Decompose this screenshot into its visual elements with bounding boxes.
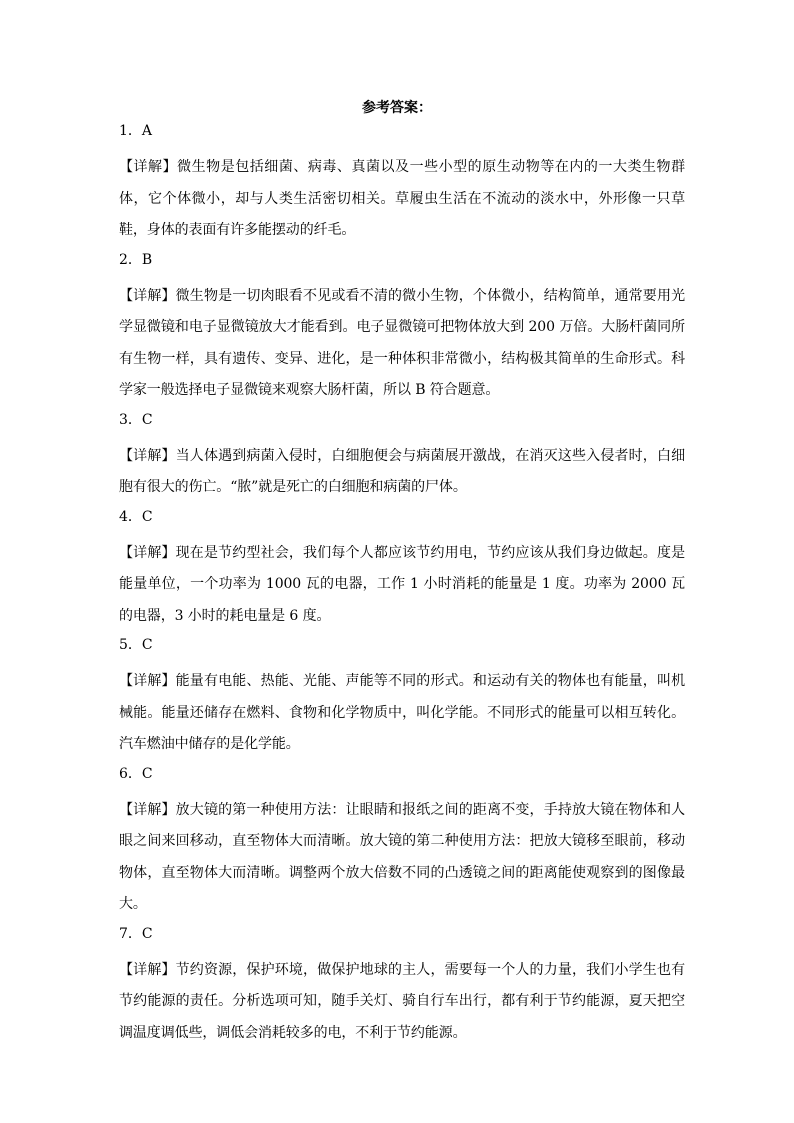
answer-number: 5．C	[119, 637, 153, 653]
answer-number: 2．B	[119, 251, 153, 268]
answer-detail: 【详解】现在是节约型社会，我们每个人都应该节约用电，节约应该从我们身边做起。度是能量单位，一个功率为 1000 瓦的电器，工作 1 小时消耗的能量是 1 度。功率为 2000 瓦的电器，3 小时的耗电量是 6 度。	[119, 544, 685, 624]
page-title: 参考答案：	[362, 100, 432, 116]
answer-number: 1．A	[119, 123, 153, 139]
answer-item-5	[119, 634, 685, 761]
answer-detail: 【详解】当人体遇到病菌入侵时，白细胞便会与病菌展开激战，在消灭这些入侵者时，白细胞有很大的伤亡。“脓”就是死亡的白细胞和病菌的尸体。	[119, 447, 685, 495]
answer-number: 6．C	[119, 765, 153, 782]
answer-item-7	[119, 923, 685, 1050]
answer-item-2	[119, 249, 685, 407]
answer-number: 4．C	[119, 508, 153, 525]
answer-item-1	[119, 120, 685, 247]
answer-list	[119, 120, 685, 1051]
answer-detail: 【详解】节约资源，保护环境，做保护地球的主人，需要每一个人的力量，我们小学生也有节约能源的责任。分析选项可知，随手关灯、骑自行车出行，都有利于节约能源，夏天把空调温度调低些，调低会消耗较多的电，不利于节约能源。	[119, 961, 685, 1041]
answer-number: 3．C	[119, 411, 153, 428]
answer-detail: 【详解】微生物是包括细菌、病毒、真菌以及一些小型的原生动物等在内的一大类生物群体，它个体微小，却与人类生活密切相关。草履虫生活在不流动的淡水中，外形像一只草鞋，身体的表面有许多能摆动的纤毛。	[119, 159, 685, 238]
answer-item-6	[119, 763, 685, 921]
answer-item-4	[119, 506, 685, 633]
answer-detail: 【详解】能量有电能、热能、光能、声能等不同的形式。和运动有关的物体也有能量，叫机械能。能量还储存在燃料、食物和化学物质中，叫化学能。不同形式的能量可以相互转化。汽车燃油中储存的是化学能。	[119, 673, 685, 752]
answer-detail: 【详解】微生物是一切肉眼看不见或看不清的微小生物，个体微小，结构简单，通常要用光学显微镜和电子显微镜放大才能看到。电子显微镜可把物体放大到 200 万倍。大肠杆菌同所有生物一样，具有遗传、变异、进化，是一种体积非常微小，结构极其简单的生命形式。科学家一般选择电子显微镜来观察大肠杆菌，所以 B 符合题意。	[119, 287, 685, 398]
answer-detail: 【详解】放大镜的第一种使用方法：让眼睛和报纸之间的距离不变，手持放大镜在物体和人眼之间来回移动，直至物体大而清晰。放大镜的第二种使用方法：把放大镜移至眼前，移动物体，直至物体大而清晰。调整两个放大倍数不同的凸透镜之间的距离能使观察到的图像最大。	[119, 801, 685, 912]
answer-number: 7．C	[119, 925, 153, 942]
answer-item-3	[119, 409, 685, 504]
